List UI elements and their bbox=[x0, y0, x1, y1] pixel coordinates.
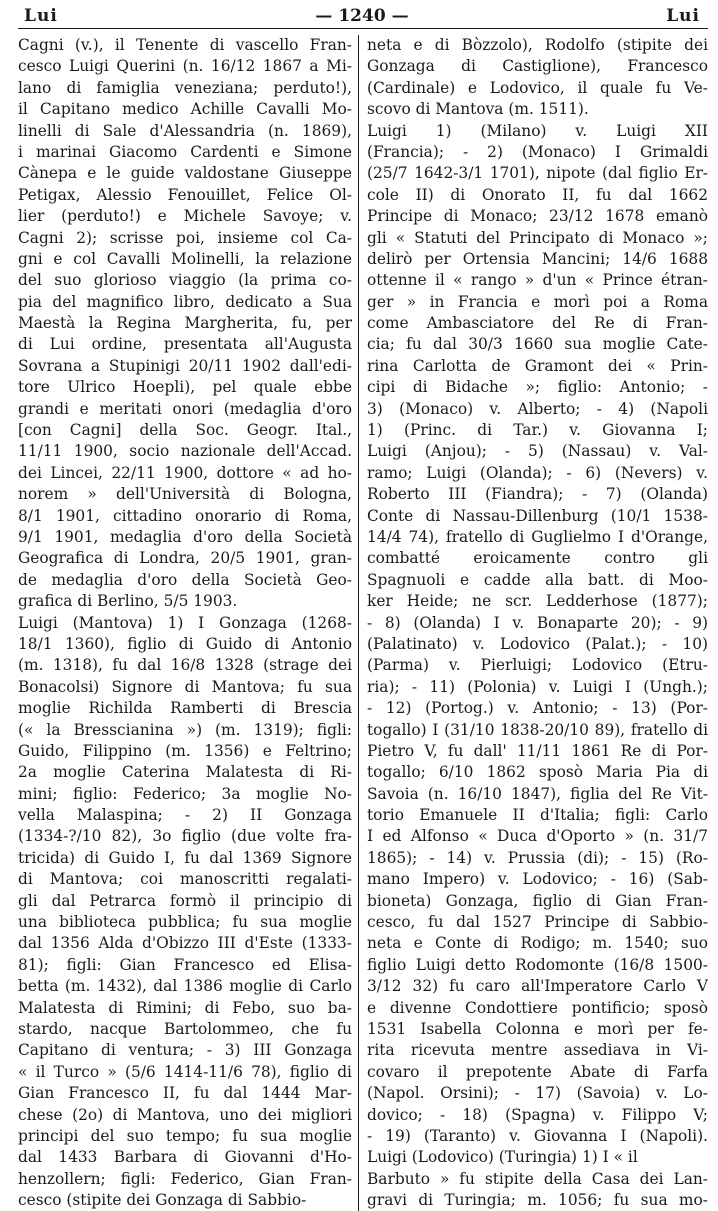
text-line: - 8) (Olanda) I v. Bonaparte 20); - 9) bbox=[367, 613, 708, 632]
text-line: gni e col Cavalli Molinelli, la relazione bbox=[18, 249, 352, 268]
text-line: 1865); - 14) v. Prussia (di); - 15) (Ro- bbox=[367, 848, 708, 867]
text-line: 9/1 1901, medaglia d'oro della Società bbox=[18, 527, 352, 546]
text-line: lano di famiglia veneziana; perduto!), bbox=[18, 78, 352, 97]
text-line: Luigi (Mantova) 1) I Gonzaga (1268- bbox=[18, 613, 352, 632]
text-line: I ed Alfonso « Duca d'Oporto » (n. 31/7 bbox=[367, 827, 708, 846]
text-line: Conte di Nassau-Dillenburg (10/1 1538- bbox=[367, 506, 708, 525]
text-line: 3) (Monaco) v. Alberto; - 4) (Napoli bbox=[367, 399, 708, 418]
text-line: 3/12 32) fu caro all'Imperatore Carlo V bbox=[367, 977, 708, 996]
text-line: lier (perduto!) e Michele Savoye; v. bbox=[18, 207, 352, 226]
text-line: 1) (Princ. di Tar.) v. Giovanna I; bbox=[367, 421, 708, 440]
text-line: scovo di Mantova (m. 1511). bbox=[367, 100, 589, 119]
right-column bbox=[358, 35, 708, 1211]
text-line: ria); - 11) (Polonia) v. Luigi I (Ungh.); bbox=[367, 677, 708, 696]
text-line: Luigi (Anjou); - 5) (Nassau) v. Val- bbox=[367, 442, 708, 461]
text-line: betta (m. 1432), dal 1386 moglie di Carlo bbox=[18, 977, 352, 996]
text-line: ker Heide; ne scr. Ledderhose (1877); bbox=[367, 592, 708, 611]
text-line: (Cardinale) e Lodovico, il quale fu Ve- bbox=[367, 78, 708, 97]
text-line: rita ricevuta mentre assediava in Vi- bbox=[367, 1041, 708, 1060]
text-line: delirò per Ortensia Mancini; 14/6 1688 bbox=[367, 249, 708, 268]
text-line: principi del suo tempo; fu sua moglie bbox=[18, 1126, 352, 1145]
text-line: Roberto III (Fiandra); - 7) (Olanda) bbox=[367, 485, 708, 504]
text-line: Luigi (Lodovico) (Turingia) 1) I « il bbox=[367, 1148, 638, 1167]
text-line: Gonzaga di Castiglione), Francesco bbox=[367, 57, 708, 76]
text-line: [con Cagni] della Soc. Geogr. Ital., bbox=[18, 421, 352, 440]
text-line: (25/7 1642-3/1 1701), nipote (dal figlio Er- bbox=[367, 164, 708, 183]
text-line: gli dal Petrarca formò il principio di bbox=[18, 891, 352, 910]
text-line: ottenne il « rango » d'un « Prince étran- bbox=[367, 271, 708, 290]
text-line: henzollern; figli: Federico, Gian Fran- bbox=[18, 1169, 352, 1188]
text-line: Luigi 1) (Milano) v. Luigi XII bbox=[367, 121, 708, 140]
text-line: figlio Luigi detto Rodomonte (16/8 1500- bbox=[367, 955, 708, 974]
text-line: grafica di Berlino, 5/5 1903. bbox=[18, 592, 238, 611]
text-line: (Parma) v. Pierluigi; Lodovico (Etru- bbox=[367, 656, 708, 675]
text-line: de medaglia d'oro della Società Geo- bbox=[18, 570, 352, 589]
text-line: norem » dell'Università di Bologna, bbox=[18, 485, 352, 504]
text-line: bioneta) Gonzaga, figlio di Gian Fran- bbox=[367, 891, 708, 910]
text-line: dal 1433 Barbara di Giovanni d'Ho- bbox=[18, 1148, 352, 1167]
text-line: rina Carlotta de Gramont dei « Prin- bbox=[367, 356, 708, 375]
text-line: Petigax, Alessio Fenouillet, Felice Ol- bbox=[18, 185, 352, 204]
text-line: (Palatinato) v. Lodovico (Palat.); - 10) bbox=[367, 634, 708, 653]
text-line: (Francia); - 2) (Monaco) I Grimaldi bbox=[367, 142, 708, 161]
text-line: torio Emanuele II d'Italia; figli: Carlo bbox=[367, 806, 708, 825]
left-column bbox=[18, 35, 358, 1211]
text-line: Savoia (n. 16/10 1847), figlia del Re Vit- bbox=[367, 784, 708, 803]
text-line: stardo, nacque Bartolommeo, che fu bbox=[18, 1019, 352, 1038]
text-line: Principe di Monaco; 23/12 1678 emanò bbox=[367, 207, 708, 226]
text-line: combatté eroicamente contro gli bbox=[367, 549, 708, 568]
text-line: tricida) di Guido I, fu dal 1369 Signore bbox=[18, 848, 352, 867]
text-line: 11/11 1900, socio nazionale dell'Accad. bbox=[18, 442, 352, 461]
text-line: cipi di Bidache »; figlio: Antonio; - bbox=[367, 378, 708, 397]
text-line: 18/1 1360), figlio di Guido di Antonio bbox=[18, 634, 352, 653]
text-line: 8/1 1901, cittadino onorario di Roma, bbox=[18, 506, 352, 525]
text-line: Cagni (v.), il Tenente di vascello Fran- bbox=[18, 36, 352, 54]
header-left: Lui bbox=[24, 6, 58, 26]
text-line: togallo) I (31/10 1838-20/10 89), fratello di bbox=[367, 720, 708, 739]
text-line: dal 1356 Alda d'Obizzo III d'Este (1333- bbox=[18, 934, 352, 953]
text-line: - 19) (Taranto) v. Giovanna I (Napoli). bbox=[367, 1126, 708, 1145]
text-line: Bonacolsi) Signore di Mantova; fu sua bbox=[18, 677, 352, 696]
text-line: mano Impero) v. Lodovico; - 16) (Sab- bbox=[367, 870, 708, 889]
text-line: (m. 1318), fu dal 16/8 1328 (strage dei bbox=[18, 656, 352, 675]
text-line: cole II) di Onorato II, fu dal 1662 bbox=[367, 185, 708, 204]
header-right: Lui bbox=[666, 6, 700, 26]
text-line: covaro il prepotente Abate di Farfa bbox=[367, 1062, 708, 1081]
text-line: ramo; Luigi (Olanda); - 6) (Nevers) v. bbox=[367, 463, 708, 482]
text-line: pia del magnifico libro, dedicato a Sua bbox=[18, 292, 352, 311]
text-line: cesco, fu dal 1527 Principe di Sabbio- bbox=[367, 913, 708, 932]
text-line: - 12) (Portog.) v. Antonio; - 13) (Por- bbox=[367, 699, 708, 718]
text-line: 1531 Isabella Colonna e morì per fe- bbox=[367, 1019, 708, 1038]
text-line: Pietro V, fu dall' 11/11 1861 Re di Por- bbox=[367, 741, 708, 760]
text-line: grandi e meritati onori (medaglia d'oro bbox=[18, 399, 352, 418]
text-line: Sovrana a Stupinigi 20/11 1902 dall'edi- bbox=[18, 356, 352, 375]
text-line: Capitano di ventura; - 3) III Gonzaga bbox=[18, 1041, 352, 1060]
text-line: tore Ulrico Hoepli), pel quale ebbe bbox=[18, 378, 352, 397]
text-line: ger » in Francia e morì poi a Roma bbox=[367, 292, 708, 311]
text-line: di Lui ordine, presentata all'Augusta bbox=[18, 335, 352, 354]
text-columns bbox=[18, 35, 708, 1211]
running-header bbox=[18, 2, 708, 29]
text-line: Cagni 2); scrisse poi, insieme col Ca- bbox=[18, 228, 352, 247]
text-line: chese (2o) di Mantova, uno dei migliori bbox=[18, 1105, 352, 1124]
text-line: neta e di Bòzzolo), Rodolfo (stipite dei bbox=[367, 36, 708, 54]
text-line: neta e Conte di Rodigo; m. 1540; suo bbox=[367, 934, 708, 953]
text-line: togallo; 6/10 1862 sposò Maria Pia di bbox=[367, 763, 708, 782]
text-line: Maestà la Regina Margherita, fu, per bbox=[18, 314, 352, 333]
text-line: Gian Francesco II, fu dal 1444 Mar- bbox=[18, 1084, 352, 1103]
text-line: cesco (stipite dei Gonzaga di Sabbio- bbox=[18, 1191, 307, 1210]
text-line: « il Turco » (5/6 1414-11/6 78), figlio di bbox=[18, 1062, 352, 1081]
text-line: 81); figli: Gian Francesco ed Elisa- bbox=[18, 955, 352, 974]
text-line: cesco Luigi Querini (n. 16/12 1867 a Mi- bbox=[18, 57, 352, 76]
text-line: gli « Statuti del Principato di Monaco »; bbox=[367, 228, 708, 247]
text-line: 14/4 74), fratello di Guglielmo I d'Orange, bbox=[367, 527, 708, 546]
text-line: Cànepa e le guide valdostane Giuseppe bbox=[18, 164, 352, 183]
text-line: una biblioteca pubblica; fu sua moglie bbox=[18, 913, 352, 932]
text-line: (1334-?/10 82), 3o figlio (due volte fra- bbox=[18, 827, 352, 846]
text-line: linelli di Sale d'Alessandria (n. 1869), bbox=[18, 121, 352, 140]
text-line: cia; fu dal 30/3 1660 sua moglie Cate- bbox=[367, 335, 708, 354]
text-line: dovico; - 18) (Spagna) v. Filippo V; bbox=[367, 1105, 708, 1124]
text-line: moglie Richilda Ramberti di Brescia bbox=[18, 699, 352, 718]
text-line: del suo glorioso viaggio (la prima co- bbox=[18, 271, 352, 290]
text-line: Barbuto » fu stipite della Casa dei Lan- bbox=[367, 1169, 708, 1188]
text-line: Malatesta di Rimini; di Febo, suo ba- bbox=[18, 998, 352, 1017]
text-line: e divenne Condottiere pontificio; sposò bbox=[367, 998, 708, 1017]
page-number: — 1240 — bbox=[315, 6, 409, 26]
text-line: come Ambasciatore del Re di Fran- bbox=[367, 314, 708, 333]
text-line: di Mantova; coi manoscritti regalati- bbox=[18, 870, 352, 889]
text-line: Guido, Filippino (m. 1356) e Feltrino; bbox=[18, 741, 352, 760]
text-line: (« la Bresscianina ») (m. 1319); figli: bbox=[18, 720, 352, 739]
text-line: vella Malaspina; - 2) II Gonzaga bbox=[18, 806, 352, 825]
text-line: mini; figlio: Federico; 3a moglie No- bbox=[18, 784, 352, 803]
text-line: dei Lincei, 22/11 1900, dottore « ad ho- bbox=[18, 463, 352, 482]
text-line: (Napol. Orsini); - 17) (Savoia) v. Lo- bbox=[367, 1084, 708, 1103]
text-line: Geografica di Londra, 20/5 1901, gran- bbox=[18, 549, 352, 568]
text-line: Spagnuoli e cadde alla batt. di Moo- bbox=[367, 570, 708, 589]
text-line: 2a moglie Caterina Malatesta di Ri- bbox=[18, 763, 352, 782]
text-line: il Capitano medico Achille Cavalli Mo- bbox=[18, 100, 352, 119]
text-line: i marinai Giacomo Cardenti e Simone bbox=[18, 142, 352, 161]
text-line: gravi di Turingia; m. 1056; fu sua mo- bbox=[367, 1191, 708, 1210]
